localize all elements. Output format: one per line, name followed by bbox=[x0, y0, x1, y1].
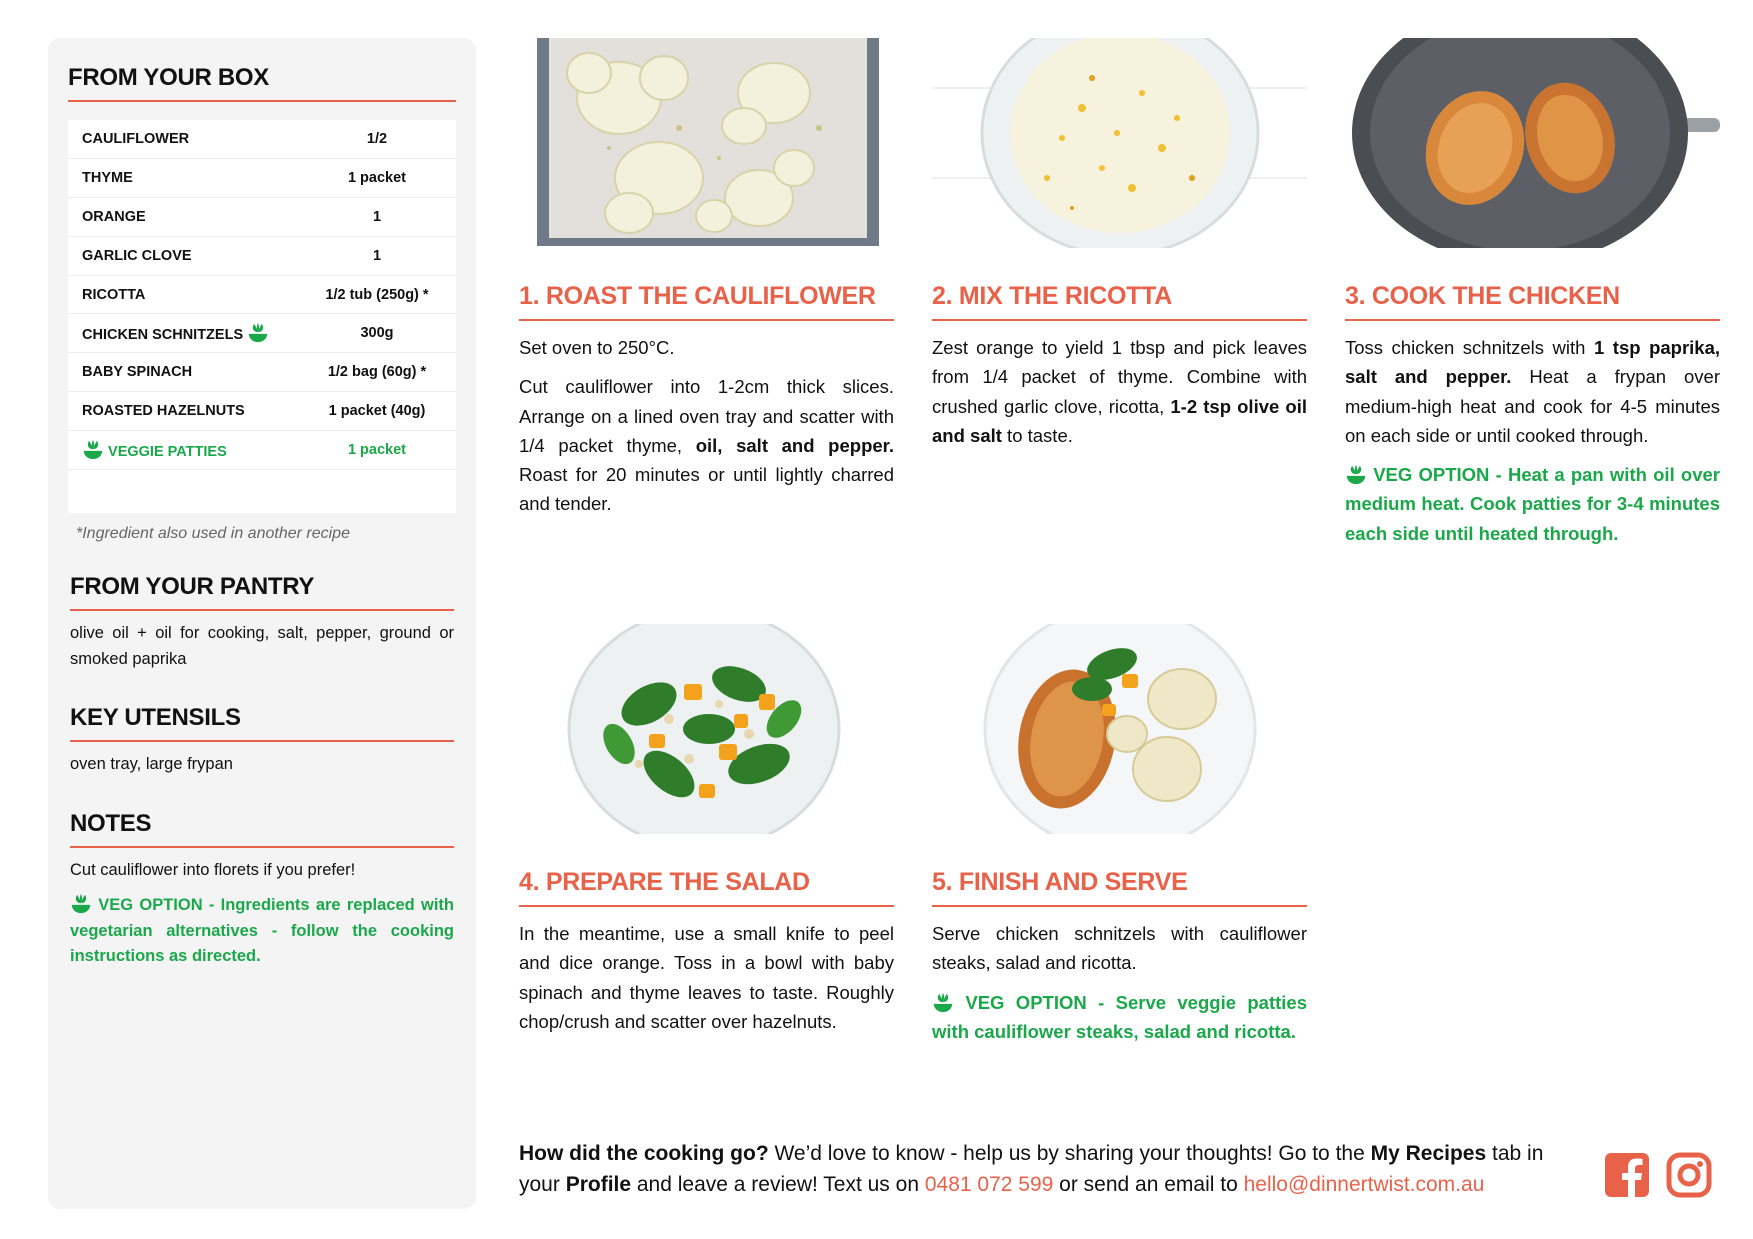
step-4 bbox=[519, 624, 894, 1046]
step-3-title: 3. COOK THE CHICKEN bbox=[1345, 282, 1720, 321]
instagram-icon[interactable] bbox=[1666, 1152, 1712, 1198]
step-3-body: Toss chicken schnitzels with 1 tsp paprika, salt and pepper. Heat a frypan over medium-high heat and cook for 4-5 minutes on each side or until cooked through. VEG OPTION - Heat a pan with oil over medium heat. Cook patties for 3-4 minutes each side until heated through. bbox=[1345, 333, 1720, 548]
step-4-title: 4. PREPARE THE SALAD bbox=[519, 868, 894, 907]
ingredients-table bbox=[68, 120, 456, 513]
ingredient-row: GARLIC CLOVE 1 bbox=[68, 236, 456, 275]
step-4-body: In the meantime, use a small knife to peel and dice orange. Toss in a bowl with baby spinach and thyme leaves to taste. Roughly chop/crush and scatter over hazelnuts. bbox=[519, 923, 894, 1032]
from-your-pantry-title: FROM YOUR PANTRY bbox=[70, 573, 454, 611]
step-1-title: 1. ROAST THE CAULIFLOWER bbox=[519, 282, 894, 321]
facebook-icon[interactable] bbox=[1604, 1152, 1650, 1198]
ingredient-row: BABY SPINACH 1/2 bag (60g) * bbox=[68, 353, 456, 392]
step-5-photo-plated-meal bbox=[932, 624, 1307, 834]
email-link[interactable]: hello@dinnertwist.com.au bbox=[1243, 1173, 1485, 1196]
ingredient-row: THYME 1 packet bbox=[68, 159, 456, 198]
key-utensils-title: KEY UTENSILS bbox=[70, 704, 454, 742]
step-5-body: Serve chicken schnitzels with cauliflower steaks, salad and ricotta. VEG OPTION - Serve veggie patties with cauliflower steaks, salad and ricotta. bbox=[932, 919, 1307, 1046]
ingredient-row: CAULIFLOWER 1/2 bbox=[68, 120, 456, 159]
step-1-body: Set oven to 250°C. Cut cauliflower into 1-2cm thick slices. Arrange on a lined oven tray and scatter with 1/4 packet thyme, oil, salt and pepper. Roast for 20 minutes or until lightly charred and tender. bbox=[519, 337, 894, 515]
veg-leaf-icon bbox=[70, 893, 92, 915]
utensils-text: oven tray, large frypan bbox=[70, 755, 233, 774]
step-2-photo-ricotta-bowl bbox=[932, 38, 1307, 248]
step-3 bbox=[1345, 38, 1720, 558]
ingredient-row-veg: VEGGIE PATTIES 1 packet bbox=[68, 430, 456, 469]
notes-title: NOTES bbox=[70, 810, 454, 848]
veg-leaf-icon bbox=[247, 322, 269, 344]
step-2 bbox=[932, 38, 1307, 460]
step-2-body: Zest orange to yield 1 tbsp and pick leaves from 1/4 packet of thyme. Combine with crushed garlic clove, ricotta, 1-2 tsp olive oil and salt to taste. bbox=[932, 337, 1307, 446]
ingredient-row: CHICKEN SCHNITZELS 300g bbox=[68, 314, 456, 353]
ingredient-row: ORANGE 1 bbox=[68, 198, 456, 237]
veg-leaf-icon bbox=[1345, 464, 1367, 486]
feedback-message: How did the cooking go? We’d love to know - help us by sharing your thoughts! Go to the My Recipes tab in your Profile and leave a review! Text us on 0481 072 599 or send an email to hello@dinnertwist.com.au bbox=[519, 1142, 1544, 1196]
veg-leaf-icon bbox=[82, 439, 104, 461]
step-5-veg-option: VEG OPTION - Serve veggie patties with cauliflower steaks, salad and ricotta. bbox=[932, 991, 1307, 1042]
step-2-title: 2. MIX THE RICOTTA bbox=[932, 282, 1307, 321]
step-5-title: 5. FINISH AND SERVE bbox=[932, 868, 1307, 907]
step-3-photo-chicken-frypan bbox=[1345, 38, 1720, 248]
step-5 bbox=[932, 624, 1307, 1056]
ingredient-row: RICOTTA 1/2 tub (250g) * bbox=[68, 275, 456, 314]
veg-leaf-icon bbox=[932, 992, 954, 1014]
from-your-box-title: FROM YOUR BOX bbox=[68, 64, 456, 102]
notes-text: Cut cauliflower into florets if you prefer! bbox=[70, 860, 356, 879]
ingredient-row: ROASTED HAZELNUTS 1 packet (40g) bbox=[68, 392, 456, 431]
notes-veg-option: VEG OPTION - Ingredients are replaced with vegetarian alternatives - follow the cooking instructions as directed. bbox=[70, 893, 454, 970]
ingredient-footnote: *Ingredient also used in another recipe bbox=[76, 525, 350, 543]
step-3-veg-option: VEG OPTION - Heat a pan with oil over medium heat. Cook patties for 3-4 minutes each side until heated through. bbox=[1345, 464, 1720, 544]
pantry-text: olive oil + oil for cooking, salt, pepper, ground or smoked paprika bbox=[70, 624, 454, 668]
ingredients-panel bbox=[48, 38, 476, 1209]
phone-link[interactable]: 0481 072 599 bbox=[924, 1173, 1054, 1196]
step-1 bbox=[519, 38, 894, 529]
step-4-photo-salad-bowl bbox=[519, 624, 894, 834]
step-1-photo-roasted-cauliflower bbox=[519, 38, 894, 248]
